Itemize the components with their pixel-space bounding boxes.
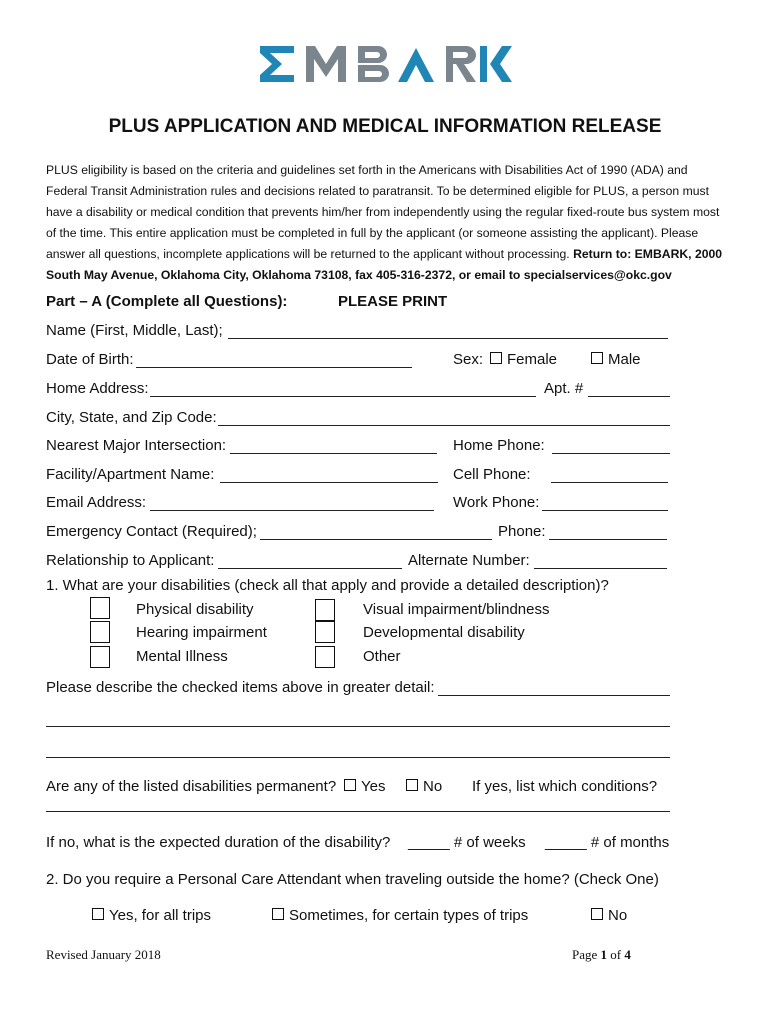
page-prefix: Page xyxy=(572,947,601,962)
option-hearing: Hearing impairment xyxy=(136,624,267,641)
option-visual: Visual impairment/blindness xyxy=(363,601,550,618)
pca-some-option[interactable] xyxy=(272,907,528,924)
male-label: Male xyxy=(608,351,641,368)
phone-field[interactable] xyxy=(549,539,667,540)
hearing-checkbox[interactable] xyxy=(90,621,110,643)
embark-logo xyxy=(260,42,512,86)
describe-label: Please describe the checked items above in greater detail: xyxy=(46,679,435,696)
name-field[interactable] xyxy=(228,338,668,339)
pca-all-label: Yes, for all trips xyxy=(109,907,211,924)
describe-field-3[interactable] xyxy=(46,757,670,758)
q2-question: 2. Do you require a Personal Care Attendant when traveling outside the home? (Check One) xyxy=(46,871,659,888)
address-field[interactable] xyxy=(150,396,536,397)
pca-some-checkbox[interactable] xyxy=(272,908,284,920)
sex-label: Sex: xyxy=(453,351,484,368)
home-phone-label: Home Phone: xyxy=(453,437,545,454)
please-print: PLEASE PRINT xyxy=(338,293,448,310)
page-mid: of xyxy=(607,947,625,962)
female-checkbox[interactable] xyxy=(490,352,502,364)
city-label: City, State, and Zip Code: xyxy=(46,409,217,426)
apt-label: Apt. # xyxy=(544,380,584,397)
facility-field[interactable] xyxy=(220,482,438,483)
months-field[interactable]: _____ # of months xyxy=(545,834,670,851)
cell-phone-label: Cell Phone: xyxy=(453,466,531,483)
work-phone-field[interactable] xyxy=(542,510,668,511)
physical-checkbox[interactable] xyxy=(90,597,110,619)
male-option[interactable] xyxy=(591,351,641,368)
address-label: Home Address: xyxy=(46,380,149,397)
dob-label: Date of Birth: xyxy=(46,351,134,368)
relationship-label: Relationship to Applicant: xyxy=(46,552,215,569)
describe-field-2[interactable] xyxy=(46,726,670,727)
weeks-field[interactable]: _____ # of weeks xyxy=(408,834,526,851)
relationship-field[interactable] xyxy=(218,568,402,569)
work-phone-label: Work Phone: xyxy=(453,494,540,511)
which-conditions-label: If yes, list which conditions? xyxy=(472,778,658,795)
name-label: Name (First, Middle, Last); xyxy=(46,322,223,339)
mental-checkbox[interactable] xyxy=(90,646,110,668)
pca-no-label: No xyxy=(608,907,628,924)
page-current: 1 xyxy=(600,947,608,962)
pca-no-checkbox[interactable] xyxy=(591,908,603,920)
pca-no-option[interactable] xyxy=(591,907,627,924)
phone-label: Phone: xyxy=(498,523,546,540)
permanent-no-checkbox[interactable] xyxy=(406,779,418,791)
other-checkbox[interactable] xyxy=(315,646,335,668)
option-developmental: Developmental disability xyxy=(363,624,525,641)
q1-question: 1. What are your disabilities (check all that apply and provide a detailed description)? xyxy=(46,577,609,594)
apt-field[interactable] xyxy=(588,396,670,397)
emergency-label: Emergency Contact (Required); xyxy=(46,523,257,540)
intersection-field[interactable] xyxy=(230,453,437,454)
developmental-checkbox[interactable] xyxy=(315,621,335,643)
alternate-label: Alternate Number: xyxy=(408,552,530,569)
permanent-yes-option[interactable] xyxy=(344,778,385,795)
emergency-field[interactable] xyxy=(260,539,492,540)
dob-field[interactable] xyxy=(136,367,412,368)
pca-all-option[interactable] xyxy=(92,907,211,924)
revised-date: Revised January 2018 xyxy=(46,947,161,962)
option-other: Other xyxy=(363,648,401,665)
page-total: 4 xyxy=(624,947,631,962)
female-label: Female xyxy=(507,351,558,368)
which-conditions-field[interactable] xyxy=(46,811,670,812)
duration-label: If no, what is the expected duration of the disability? xyxy=(46,834,391,851)
intro-paragraph xyxy=(46,160,730,286)
option-physical: Physical disability xyxy=(136,601,254,618)
permanent-label: Are any of the listed disabilities permanent? xyxy=(46,778,337,795)
describe-field-1[interactable] xyxy=(438,695,670,696)
facility-label: Facility/Apartment Name: xyxy=(46,466,215,483)
pca-all-checkbox[interactable] xyxy=(92,908,104,920)
permanent-no-option[interactable] xyxy=(406,778,442,795)
home-phone-field[interactable] xyxy=(552,453,670,454)
male-checkbox[interactable] xyxy=(591,352,603,364)
email-field[interactable] xyxy=(150,510,434,511)
city-field[interactable] xyxy=(218,425,670,426)
permanent-no-label: No xyxy=(423,778,443,795)
cell-phone-field[interactable] xyxy=(551,482,668,483)
form-title: PLUS APPLICATION AND MEDICAL INFORMATION RELEASE xyxy=(108,116,662,137)
page-number xyxy=(572,947,631,963)
part-a-heading: Part – A (Complete all Questions): xyxy=(46,293,288,310)
intersection-label: Nearest Major Intersection: xyxy=(46,437,227,454)
alternate-field[interactable] xyxy=(534,568,667,569)
permanent-yes-checkbox[interactable] xyxy=(344,779,356,791)
intro-text: PLUS eligibility is based on the criteria and guidelines set forth in the Americans with Disabilities Act of 1990 (ADA) and Federal Transit Administration rules and decisions related to paratransit. To be determined eligible for PLUS, a person must have a disability or medical condition that prevents him/her from independently using the regular fixed-route bus system most of the time. This entire application must be completed in full by the applicant (or someone assisting the applicant). Please answer all questions, incomplete applications will be returned to the applicant without processing. xyxy=(46,163,720,261)
pca-some-label: Sometimes, for certain types of trips xyxy=(289,907,529,924)
return-to-text: Return to: EMBARK, 2000 South May Avenue, Oklahoma City, Oklahoma 73108, fax 405-316-2372, or email to specialservices@okc.gov xyxy=(46,247,723,282)
option-mental: Mental Illness xyxy=(136,648,228,665)
email-label: Email Address: xyxy=(46,494,147,511)
visual-checkbox[interactable] xyxy=(315,599,335,621)
female-option[interactable] xyxy=(490,351,557,368)
permanent-yes-label: Yes xyxy=(361,778,386,795)
